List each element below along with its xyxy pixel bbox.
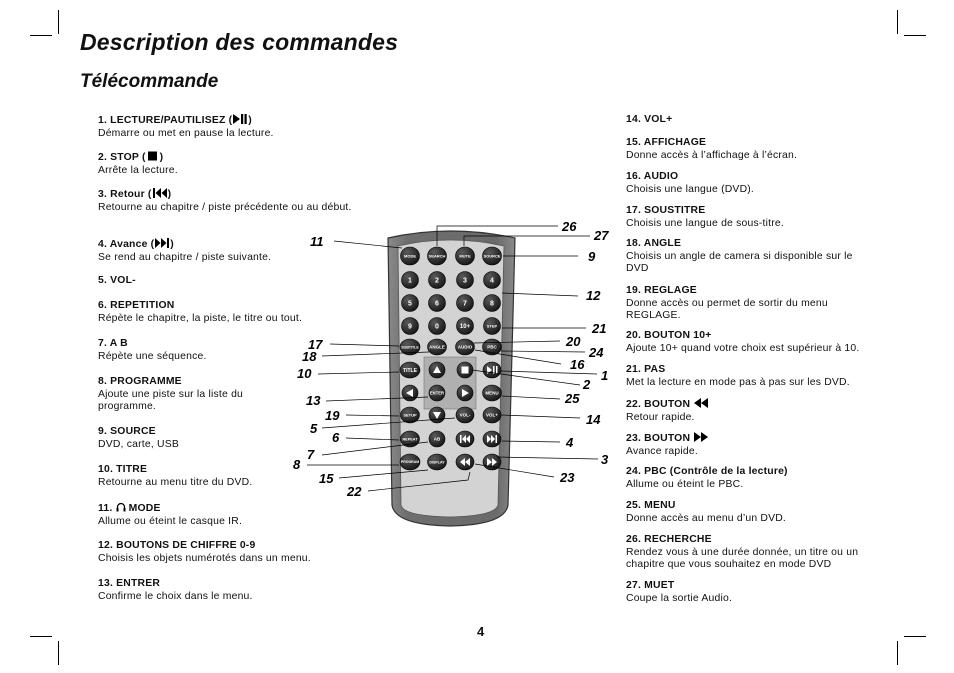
- remote-enter-button: [429, 385, 445, 401]
- svg-text:STEP: STEP: [486, 323, 498, 329]
- item-title: 21. PAS: [626, 364, 666, 375]
- callout-number: 7: [307, 447, 315, 462]
- remote-stop-button: [457, 362, 473, 378]
- svg-text:3: 3: [463, 277, 467, 285]
- item-description: Répète le chapitre, la piste, le titre ou tout.: [98, 312, 303, 324]
- callout-number: 3: [601, 452, 609, 467]
- item-title: 26. RECHERCHE: [626, 534, 712, 545]
- remote-audio-button: [456, 339, 475, 355]
- remote-title-button: [400, 362, 420, 378]
- page-number: 4: [477, 624, 485, 639]
- remote-vol-minus-button: [456, 407, 474, 423]
- item-description: Retourne au menu titre du DVD.: [98, 476, 253, 488]
- callout-number: 25: [565, 391, 580, 406]
- item-description: Démarre ou met en pause la lecture.: [98, 127, 274, 139]
- remote-left-button: [402, 385, 418, 401]
- item-title: 15. AFFICHAGE: [626, 137, 707, 148]
- svg-text:SUBTITLE: SUBTITLE: [401, 345, 419, 350]
- item-title: 14. VOL+: [626, 114, 673, 125]
- remote-rewind-button: [456, 454, 474, 470]
- item-title: 18. ANGLE: [626, 238, 682, 249]
- remote-digit-button: [484, 295, 501, 312]
- svg-text:10+: 10+: [459, 324, 471, 331]
- callout-line: [330, 344, 399, 346]
- svg-text:PROGRAM: PROGRAM: [400, 460, 420, 465]
- item-title: 4. Avance ( ): [98, 239, 174, 250]
- svg-text:9: 9: [408, 323, 412, 331]
- remote-display-button: [428, 454, 447, 470]
- remote-mute-button: [456, 247, 475, 265]
- callout-number: 1: [601, 368, 609, 383]
- svg-text:ENTER: ENTER: [429, 390, 445, 396]
- callout-number: 2: [583, 377, 591, 392]
- item-description: Arrête la lecture.: [98, 164, 178, 176]
- item-title: 11. MODE: [98, 503, 161, 514]
- svg-text:5: 5: [408, 300, 412, 308]
- remote-digit-button: [402, 318, 419, 335]
- item-description: Choisis une langue (DVD).: [626, 183, 755, 195]
- item-title: 25. MENU: [626, 500, 676, 511]
- callout-number: 23: [560, 470, 575, 485]
- callout-line: [497, 457, 598, 459]
- callout-line: [502, 441, 560, 442]
- item-description: DVD, carte, USB: [98, 438, 179, 450]
- remote-digit-button: [429, 318, 446, 335]
- remote-step-button: [484, 318, 501, 335]
- item-description: Allume ou éteint le PBC.: [626, 478, 744, 490]
- remote-digit-button: [457, 272, 474, 289]
- svg-text:7: 7: [463, 300, 467, 308]
- remote-source-button: [483, 247, 502, 265]
- callout-number: 19: [325, 408, 340, 423]
- callout-number: 24: [589, 345, 604, 360]
- item-description: Choisis les objets numérotés dans un menu.: [98, 552, 311, 564]
- svg-text:PBC: PBC: [487, 344, 497, 350]
- remote-digit-button: [429, 295, 446, 312]
- callout-number: 18: [302, 349, 317, 364]
- callout-number: 13: [306, 393, 321, 408]
- svg-text:SEARCH: SEARCH: [428, 253, 446, 259]
- remote-right-button: [457, 385, 473, 401]
- svg-text:0: 0: [435, 323, 439, 331]
- remote-ab-button: [429, 431, 445, 447]
- svg-text:MENU: MENU: [485, 390, 499, 396]
- remote-digit-button: [402, 295, 419, 312]
- svg-text:AUDIO: AUDIO: [457, 344, 473, 350]
- callout-number: 8: [293, 457, 301, 472]
- item-title: 3. Retour ( ): [98, 189, 172, 200]
- item-title: 5. VOL-: [98, 275, 136, 286]
- item-description: Donne accès à l’affichage à l’écran.: [626, 149, 798, 161]
- remote-digit-button: [457, 318, 474, 335]
- remote-digit-button: [457, 295, 474, 312]
- item-description: Choisis un angle de camera si disponible sur le DVD: [626, 250, 853, 274]
- item-title: 27. MUET: [626, 580, 675, 591]
- svg-text:1: 1: [408, 277, 412, 285]
- item-title: 6. REPETITION: [98, 300, 175, 311]
- remote-digit-button: [429, 272, 446, 289]
- callout-number: 9: [588, 249, 596, 264]
- remote-menu-button: [483, 385, 502, 401]
- item-title: 22. BOUTON: [626, 398, 709, 412]
- svg-text:DISPLAY: DISPLAY: [429, 460, 445, 465]
- remote-search-button: [428, 247, 447, 265]
- callout-number: 21: [592, 321, 607, 336]
- callout-number: 14: [586, 412, 601, 427]
- item-title: 8. PROGRAMME: [98, 376, 182, 387]
- remote-previous-button: [456, 431, 474, 447]
- svg-text:6: 6: [435, 300, 439, 308]
- callout-number: 20: [566, 334, 581, 349]
- svg-text:8: 8: [490, 300, 494, 308]
- callout-number: 11: [310, 234, 324, 249]
- item-description: Avance rapide.: [626, 445, 698, 457]
- item-title: 7. A B: [98, 338, 128, 349]
- callout-number: 17: [308, 337, 323, 352]
- item-title: 16. AUDIO: [626, 171, 679, 182]
- svg-text:VOL-: VOL-: [459, 412, 471, 418]
- svg-text:SETUP: SETUP: [403, 412, 417, 418]
- item-description: Donne accès ou permet de sortir du menu REGLAGE.: [626, 297, 828, 321]
- callout-number: 16: [570, 357, 585, 372]
- svg-text:AB: AB: [433, 436, 441, 442]
- item-title: 9. SOURCE: [98, 426, 156, 437]
- callout-number: 6: [332, 430, 340, 445]
- item-description: Donne accès au menu d’un DVD.: [626, 512, 787, 524]
- svg-text:REPEAT: REPEAT: [402, 437, 418, 442]
- item-title: 19. REGLAGE: [626, 285, 697, 296]
- item-title: 17. SOUSTITRE: [626, 205, 706, 216]
- svg-text:SOURCE: SOURCE: [483, 253, 501, 259]
- remote-vol-plus-button: [483, 407, 501, 423]
- remote-angle-button: [428, 339, 447, 355]
- remote-play-pause-button: [483, 362, 501, 378]
- callout-number: 12: [586, 288, 601, 303]
- svg-text:ANGLE: ANGLE: [429, 344, 445, 350]
- callout-number: 22: [347, 484, 362, 499]
- item-description: Coupe la sortie Audio.: [626, 592, 733, 604]
- item-description: Allume ou éteint le casque IR.: [98, 515, 243, 527]
- section-title: Télécommande: [80, 71, 219, 92]
- remote-repeat-button: [401, 431, 420, 447]
- page-title: Description des commandes: [80, 29, 399, 55]
- item-description: Met la lecture en mode pas à pas sur les DVD.: [626, 376, 850, 388]
- remote-next-button: [483, 431, 501, 447]
- item-description: Rendez vous à une durée donnée, un titre ou un chapitre que vous souhaitez en mode DVD: [626, 546, 859, 570]
- item-description: Retour rapide.: [626, 411, 695, 423]
- item-description: Ajoute une piste sur la liste du programme.: [98, 388, 244, 412]
- item-description: Ajoute 10+ quand votre choix est supérieur à 10.: [626, 342, 860, 354]
- item-title: 10. TITRE: [98, 464, 148, 475]
- item-description: Retourne au chapitre / piste précédente ou au début.: [98, 201, 352, 213]
- svg-text:MUTE: MUTE: [459, 253, 471, 259]
- item-title: 23. BOUTON: [626, 432, 709, 446]
- item-description: Confirme le choix dans le menu.: [98, 590, 253, 602]
- item-description: Se rend au chapitre / piste suivante.: [98, 251, 272, 263]
- remote-program-button: [400, 454, 420, 470]
- remote-digit-button: [484, 272, 501, 289]
- callout-number: 27: [594, 228, 609, 243]
- remote-up-button: [429, 362, 445, 378]
- svg-text:MODE: MODE: [404, 253, 416, 259]
- item-title: 1. LECTURE/PAUTILISEZ ( ): [98, 115, 252, 126]
- svg-text:2: 2: [435, 277, 439, 285]
- callout-line: [318, 372, 399, 374]
- remote-mode-button: [401, 247, 420, 265]
- callout-number: 26: [562, 219, 577, 234]
- callout-line: [501, 351, 585, 352]
- item-title: 24. PBC (Contrôle de la lecture): [626, 466, 788, 477]
- item-description: Répète une séquence.: [98, 350, 207, 362]
- remote-digit-button: [402, 272, 419, 289]
- callout-number: 4: [566, 435, 574, 450]
- callout-number: 10: [297, 366, 312, 381]
- item-title: 13. ENTRER: [98, 578, 161, 589]
- svg-text:VOL+: VOL+: [486, 412, 498, 418]
- svg-text:4: 4: [490, 277, 494, 285]
- callout-number: 5: [310, 421, 318, 436]
- item-title: 2. STOP ( ): [98, 152, 164, 163]
- callout-line: [501, 415, 580, 418]
- item-title: 12. BOUTONS DE CHIFFRE 0-9: [98, 540, 256, 551]
- remote-down-button: [429, 407, 445, 423]
- svg-text:TITLE: TITLE: [403, 367, 417, 374]
- callout-number: 15: [319, 471, 334, 486]
- item-description: Choisis une langue de sous-titre.: [626, 217, 784, 229]
- item-title: 20. BOUTON 10+: [626, 330, 712, 341]
